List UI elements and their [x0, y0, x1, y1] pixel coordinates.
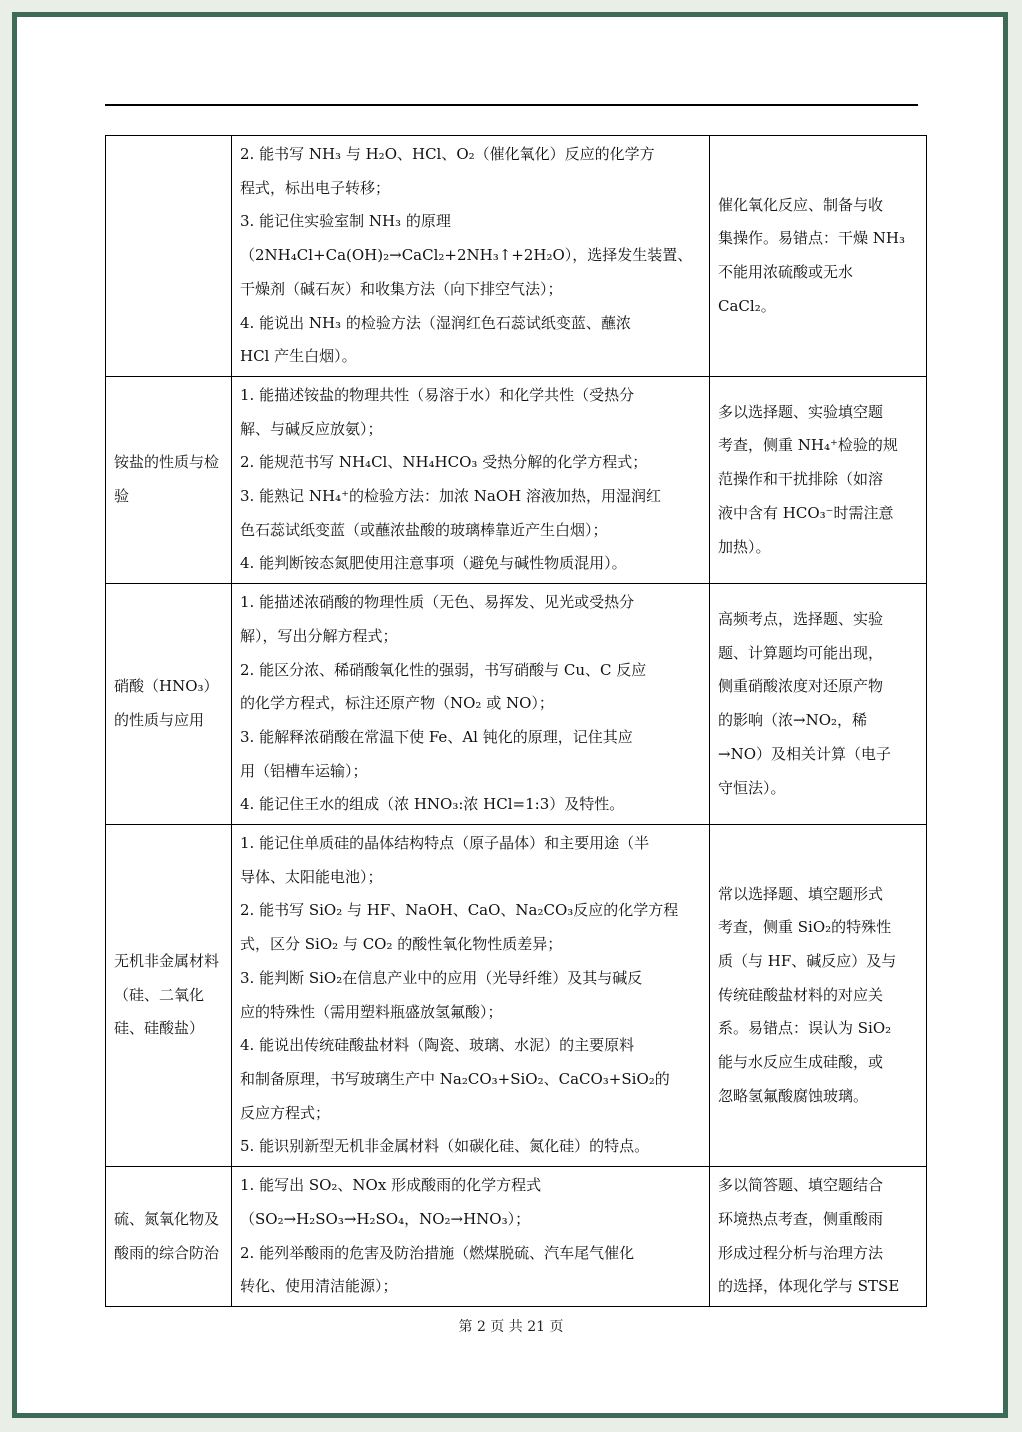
requirement-line: 解、与碱反应放氨）； [240, 419, 383, 438]
table-row [106, 136, 927, 377]
topic-text: 铵盐的性质与检验 [114, 453, 220, 506]
requirements-cell [232, 376, 710, 583]
requirement-line: 1. 能写出 SO₂、NOx 形成酸雨的化学方程式 [240, 1176, 542, 1195]
requirement-line: 4. 能记住王水的组成（浓 HNO₃:浓 HCl=1:3）及特性。 [240, 795, 625, 814]
note-line: 的影响（浓→NO₂，稀 [718, 711, 868, 730]
note-line: 忽略氢氟酸腐蚀玻璃。 [718, 1086, 869, 1105]
note-line: 集操作。易错点：干燥 NH₃ [718, 229, 905, 248]
table-row [106, 584, 927, 825]
note-line: 传统硅酸盐材料的对应关 [718, 985, 884, 1004]
requirement-line: 1. 能记住单质硅的晶体结构特点（原子晶体）和主要用途（半 [240, 834, 650, 853]
note-line: 考查，侧重 NH₄⁺检验的规 [718, 436, 898, 455]
requirement-line: 1. 能描述浓硝酸的物理性质（无色、易挥发、见光或受热分 [240, 593, 635, 612]
requirement-line: 色石蕊试纸变蓝（或蘸浓盐酸的玻璃棒靠近产生白烟）； [240, 520, 608, 539]
requirement-line: 式，区分 SiO₂ 与 CO₂ 的酸性氧化物性质差异； [240, 935, 563, 954]
requirement-line: 2. 能列举酸雨的危害及防治措施（燃煤脱硫、汽车尾气催化 [240, 1243, 635, 1262]
topic-cell [106, 1167, 232, 1307]
notes-cell [710, 1167, 927, 1307]
requirement-line: 的化学方程式，标注还原产物（NO₂ 或 NO）； [240, 694, 554, 713]
requirement-line: 3. 能解释浓硝酸在常温下使 Fe、Al 钝化的原理，记住其应 [240, 727, 633, 746]
page-footer: 第 2 页 共 21 页 [458, 1319, 564, 1335]
requirement-line: （SO₂→H₂SO₃→H₂SO₄，NO₂→HNO₃）； [240, 1209, 531, 1228]
requirement-line: 3. 能记住实验室制 NH₃ 的原理 [240, 212, 451, 231]
requirement-line: 转化、使用清洁能源）； [240, 1277, 398, 1296]
requirement-line: 解），写出分解方程式； [240, 626, 398, 645]
note-line: 催化氧化反应、制备与收 [718, 195, 884, 214]
note-line: 加热）。 [718, 537, 771, 556]
requirement-line: 4. 能说出 NH₃ 的检验方法（湿润红色石蕊试纸变蓝、蘸浓 [240, 313, 631, 332]
note-line: 多以选择题、实验填空题 [718, 402, 884, 421]
note-line: 不能用浓硫酸或无水 [718, 262, 854, 281]
topic-text: 硝酸（HNO₃）的性质与应用 [114, 677, 219, 730]
requirements-cell [232, 136, 710, 377]
requirement-line: 4. 能说出传统硅酸盐材料（陶瓷、玻璃、水泥）的主要原料 [240, 1036, 635, 1055]
requirements-cell [232, 1167, 710, 1307]
requirement-line: 3. 能判断 SiO₂在信息产业中的应用（光导纤维）及其与碱反 [240, 968, 643, 987]
topic-text: 无机非金属材料（硅、二氧化硅、硅酸盐） [114, 952, 220, 1038]
note-line: 范操作和干扰排除（如溶 [718, 470, 884, 489]
note-line: 题、计算题均可能出现， [718, 643, 884, 662]
requirement-line: 导体、太阳能电池）； [240, 867, 383, 886]
note-line: 形成过程分析与治理方法 [718, 1243, 884, 1262]
note-line: CaCl₂。 [718, 296, 776, 315]
note-line: 质（与 HF、碱反应）及与 [718, 952, 897, 971]
requirement-line: 干燥剂（碱石灰）和收集方法（向下排空气法）； [240, 279, 563, 298]
note-line: 守恒法）。 [718, 778, 786, 797]
requirement-line: 2. 能书写 NH₃ 与 H₂O、HCl、O₂（催化氧化）反应的化学方 [240, 145, 655, 163]
table-row [106, 1167, 927, 1307]
table-row [106, 825, 927, 1167]
requirement-line: 2. 能规范书写 NH₄Cl、NH₄HCO₃ 受热分解的化学方程式； [240, 453, 648, 472]
requirement-line: 4. 能判断铵态氮肥使用注意事项（避免与碱性物质混用）。 [240, 554, 627, 573]
notes-cell [710, 376, 927, 583]
requirement-line: 用（铝槽车运输）； [240, 761, 368, 780]
requirement-line: 2. 能书写 SiO₂ 与 HF、NaOH、CaO、Na₂CO₃反应的化学方程 [240, 901, 679, 920]
notes-cell [710, 825, 927, 1167]
topic-cell [106, 136, 232, 377]
note-line: 多以简答题、填空题结合 [718, 1176, 884, 1195]
requirement-line: 应的特殊性（需用塑料瓶盛放氢氟酸）； [240, 1002, 503, 1021]
knowledge-table [105, 135, 927, 1307]
note-line: 液中含有 HCO₃⁻时需注意 [718, 503, 894, 522]
note-line: 考查，侧重 SiO₂的特殊性 [718, 918, 892, 937]
note-line: 系。易错点：误认为 SiO₂ [718, 1019, 892, 1038]
topic-cell [106, 825, 232, 1167]
note-line: 环境热点考查，侧重酸雨 [718, 1209, 884, 1228]
requirements-cell [232, 584, 710, 825]
requirement-line: （2NH₄Cl+Ca(OH)₂→CaCl₂+2NH₃↑+2H₂O），选择发生装置、 [240, 246, 693, 265]
note-line: 高频考点，选择题、实验 [718, 609, 884, 628]
topic-cell [106, 376, 232, 583]
topic-cell [106, 584, 232, 825]
note-line: 常以选择题、填空题形式 [718, 884, 884, 903]
requirement-line: 程式，标出电子转移； [240, 178, 391, 197]
note-line: 侧重硝酸浓度对还原产物 [718, 677, 884, 696]
note-line: →NO）及相关计算（电子 [718, 744, 891, 763]
requirement-line: 3. 能熟记 NH₄⁺的检验方法：加浓 NaOH 溶液加热，用湿润红 [240, 487, 661, 506]
requirement-line: HCl 产生白烟）。 [240, 347, 357, 366]
requirement-line: 和制备原理，书写玻璃生产中 Na₂CO₃+SiO₂、CaCO₃+SiO₂的 [240, 1069, 670, 1088]
requirements-cell [232, 825, 710, 1167]
requirement-line: 1. 能描述铵盐的物理共性（易溶于水）和化学共性（受热分 [240, 385, 635, 404]
note-line: 能与水反应生成硅酸，或 [718, 1053, 884, 1072]
requirement-line: 2. 能区分浓、稀硝酸氧化性的强弱，书写硝酸与 Cu、C 反应 [240, 660, 647, 679]
notes-cell [710, 136, 927, 377]
table-row [106, 376, 927, 583]
requirement-line: 反应方程式； [240, 1103, 331, 1122]
note-line: 的选择，体现化学与 STSE [718, 1277, 900, 1296]
header-rule [105, 104, 918, 106]
topic-text: 硫、氮氧化物及酸雨的综合防治 [114, 1209, 220, 1262]
requirement-line: 5. 能识别新型无机非金属材料（如碳化硅、氮化硅）的特点。 [240, 1137, 650, 1156]
notes-cell [710, 584, 927, 825]
